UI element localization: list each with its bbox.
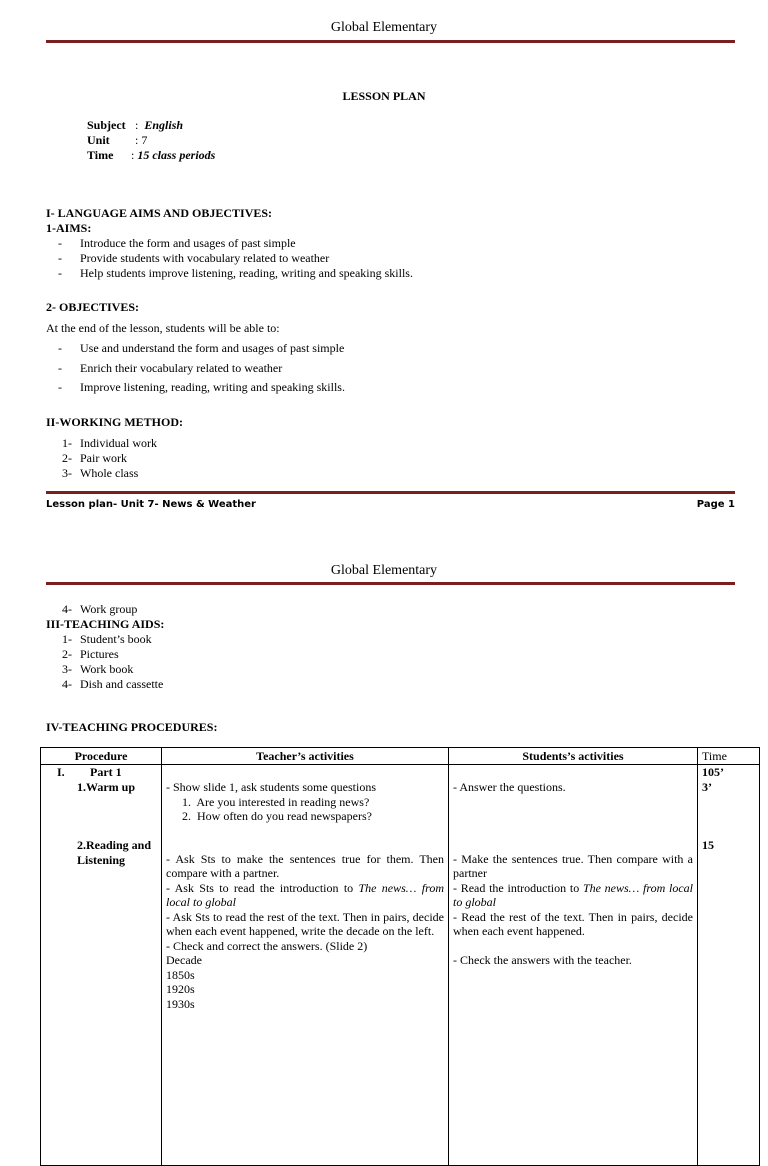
- objectives-heading: 2- OBJECTIVES:: [46, 300, 140, 314]
- list-item: 1. Are you interested in reading news?: [182, 794, 370, 809]
- lesson-meta: [87, 118, 215, 163]
- time-cell: [698, 765, 760, 1166]
- part1-time: 105’: [702, 765, 724, 779]
- decade-1850s: 1850s: [166, 967, 195, 982]
- col-procedure: Procedure: [41, 748, 162, 765]
- page1-header: Global Elementary: [330, 20, 438, 35]
- list-item: - Improve listening, reading, writing and speaking skills.: [58, 380, 345, 394]
- list-item: 2. How often do you read newspapers?: [182, 809, 372, 823]
- aims-list: [58, 236, 413, 281]
- part1-label: I. Part 1: [57, 765, 122, 779]
- page-number: Page 1: [696, 499, 735, 510]
- col-time: Time: [698, 748, 760, 765]
- procedures-table: [40, 747, 760, 1166]
- meta-unit: [87, 133, 215, 148]
- teacher-activities-cell: [162, 765, 449, 1166]
- procedure-cell: [41, 765, 162, 1166]
- col-students: Students’s activities: [449, 748, 698, 765]
- footer-rule: [46, 491, 735, 494]
- meta-unit-label: Unit: [87, 133, 110, 147]
- objectives-intro: At the end of the lesson, students will be able to:: [46, 321, 280, 335]
- table-row: [41, 765, 760, 1166]
- reading-students-3: - Read the rest of the text. Then in pairs, decide when each event happened.: [453, 909, 693, 938]
- list-item: - Introduce the form and usages of past simple: [58, 236, 296, 250]
- aids-list: [62, 632, 163, 692]
- list-item: - Provide students with vocabulary related to weather: [58, 251, 330, 265]
- reading-students-2: - Read the introduction to The news… from local to global: [453, 880, 693, 909]
- warmup-students: - Answer the questions.: [453, 780, 566, 794]
- methods-list: [62, 436, 157, 481]
- reading-students-4: - Check the answers with the teacher.: [453, 952, 632, 967]
- reading-time: 15: [702, 838, 714, 852]
- list-item: 2- Pictures: [62, 647, 119, 661]
- warmup-label: 1.Warm up: [77, 779, 136, 794]
- header-rule: [46, 40, 735, 43]
- meta-time-label: Time: [87, 148, 114, 162]
- table-header-row: [41, 748, 760, 765]
- reading-teacher-3: - Ask Sts to read the rest of the text. Then in pairs, decide when each event happened, write the decade on the left.: [166, 909, 444, 938]
- listening-label: Listening: [77, 852, 126, 867]
- meta-unit-value: : 7: [135, 133, 148, 147]
- header-rule: [46, 582, 735, 585]
- decade-label: Decade: [166, 953, 202, 967]
- col-teacher: Teacher’s activities: [162, 748, 449, 765]
- reading-teacher-1: - Ask Sts to make the sentences true for them. Then compare with a partner.: [166, 851, 444, 880]
- meta-subject-value: English: [144, 118, 184, 132]
- list-item: 2- Pair work: [62, 451, 127, 465]
- reading-students-1: - Make the sentences true. Then compare with a partner: [453, 851, 693, 880]
- list-item: - Use and understand the form and usages of past simple: [58, 341, 345, 355]
- decade-1930s: 1930s: [166, 996, 195, 1011]
- objectives-list: [58, 341, 345, 400]
- meta-time: [87, 148, 215, 163]
- list-item: - Enrich their vocabulary related to weather: [58, 360, 283, 375]
- list-item: 4- Dish and cassette: [62, 677, 164, 691]
- meta-time-sep: :: [131, 148, 135, 162]
- meta-time-value: 15 class periods: [137, 148, 216, 162]
- section-teaching-procedures: IV-TEACHING PROCEDURES:: [46, 720, 218, 734]
- list-item: 3- Work book: [62, 662, 134, 676]
- reading-label: 2.Reading and: [77, 838, 152, 852]
- section-working-method: II-WORKING METHOD:: [46, 415, 184, 429]
- section-teaching-aids: III-TEACHING AIDS:: [46, 617, 165, 631]
- list-item: 1- Student’s book: [62, 632, 152, 646]
- warmup-teacher: - Show slide 1, ask students some questions: [166, 780, 376, 794]
- lesson-plan-title: LESSON PLAN: [342, 89, 426, 103]
- meta-subject-label: Subject: [87, 118, 126, 132]
- warmup-time: 3’: [702, 779, 712, 794]
- students-activities-cell: [449, 765, 698, 1166]
- section-language-aims: I- LANGUAGE AIMS AND OBJECTIVES:: [46, 206, 273, 220]
- reading-teacher-2: - Ask Sts to read the introduction to The news… from local to global: [166, 880, 445, 909]
- meta-subject: [87, 118, 215, 133]
- aims-heading: 1-AIMS:: [46, 221, 92, 235]
- reading-teacher-4: - Check and correct the answers. (Slide 2): [166, 938, 368, 953]
- footer-left: Lesson plan- Unit 7- News & Weather: [46, 499, 256, 510]
- meta-subject-sep: :: [135, 118, 139, 132]
- method-item-4: 4- Work group: [62, 602, 138, 616]
- list-item: 1- Individual work: [62, 436, 157, 450]
- decade-1920s: 1920s: [166, 982, 195, 996]
- list-item: - Help students improve listening, reading, writing and speaking skills.: [58, 266, 413, 280]
- list-item: 3- Whole class: [62, 466, 139, 480]
- page2-header: Global Elementary: [330, 563, 438, 578]
